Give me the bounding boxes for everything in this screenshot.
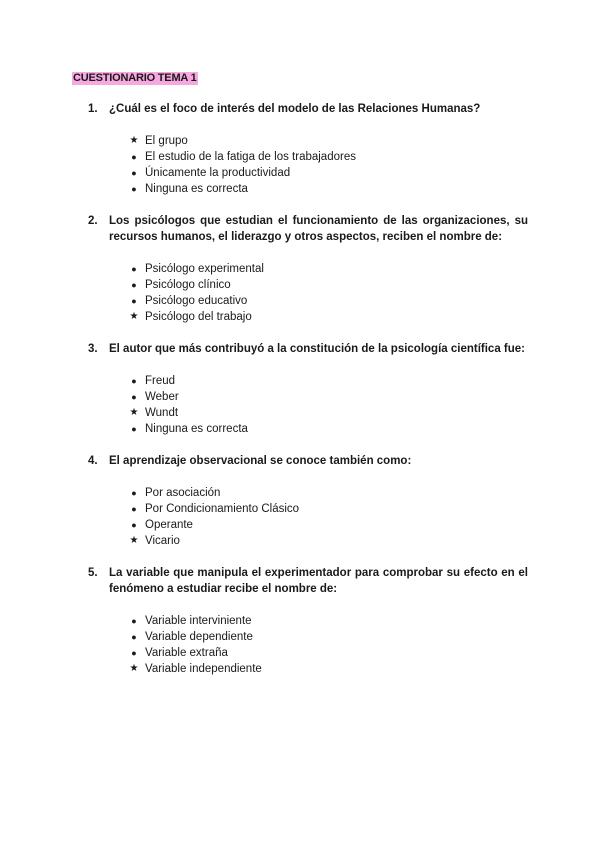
question-header: [88, 453, 528, 469]
option-text: Psicólogo educativo: [145, 295, 248, 307]
option-text: Psicólogo del trabajo: [145, 311, 252, 323]
option-text: Variable dependiente: [145, 631, 253, 643]
option-text: Wundt: [145, 407, 179, 419]
page-title: CUESTIONARIO TEMA 1: [73, 72, 197, 84]
bullet-icon: ●: [131, 632, 137, 642]
option-text: Por asociación: [145, 487, 221, 499]
question-1: [88, 101, 528, 195]
question-number: 2.: [88, 215, 98, 227]
option-text: Por Condicionamiento Clásico: [145, 503, 300, 515]
question-header: [88, 101, 528, 117]
star-icon: ★: [129, 663, 139, 674]
option-text: Únicamente la productividad: [145, 167, 291, 179]
bullet-icon: ●: [131, 648, 137, 658]
bullet-icon: ●: [131, 488, 137, 498]
question-text: ¿Cuál es el foco de interés del modelo de las Relaciones Humanas?: [109, 103, 481, 115]
bullet-icon: ●: [131, 168, 137, 178]
option-text: Variable independiente: [145, 663, 262, 675]
bullet-icon: ●: [131, 152, 137, 162]
option-text: Vicario: [145, 535, 180, 547]
question-header: [88, 213, 528, 245]
star-icon: ★: [129, 311, 139, 322]
question-text: La variable que manipula el experimentador para comprobar su efecto en el fenómeno a estudiar recibe el nombre de:: [109, 567, 528, 595]
question-header: [88, 341, 528, 357]
question-text: Los psicólogos que estudian el funcionamiento de las organizaciones, su recursos humanos, el liderazgo y otros aspectos, reciben el nombre de:: [109, 215, 528, 243]
bullet-icon: ●: [131, 280, 137, 290]
star-icon: ★: [129, 135, 139, 146]
bullet-icon: ●: [131, 504, 137, 514]
question-text: El autor que más contribuyó a la constitución de la psicología científica fue:: [109, 343, 525, 355]
question-number: 1.: [88, 103, 98, 115]
bullet-icon: ●: [131, 424, 137, 434]
option-text: El grupo: [145, 135, 188, 147]
question-number: 5.: [88, 567, 98, 579]
question-3: [88, 341, 528, 435]
option-text: Ninguna es correcta: [145, 183, 248, 195]
option-text: Freud: [145, 375, 176, 387]
question-number: 4.: [88, 455, 98, 467]
bullet-icon: ●: [131, 184, 137, 194]
question-4: [88, 453, 528, 547]
star-icon: ★: [129, 407, 139, 418]
question-5: [88, 565, 528, 675]
option-text: Variable extraña: [145, 647, 228, 659]
question-number: 3.: [88, 343, 98, 355]
option-text: Weber: [145, 391, 179, 403]
option-text: El estudio de la fatiga de los trabajadores: [145, 151, 356, 163]
bullet-icon: ●: [131, 296, 137, 306]
option-text: Psicólogo clínico: [145, 279, 231, 291]
bullet-icon: ●: [131, 392, 137, 402]
option-text: Variable interviniente: [145, 615, 252, 627]
bullet-icon: ●: [131, 616, 137, 626]
question-text: El aprendizaje observacional se conoce también como:: [109, 455, 412, 467]
bullet-icon: ●: [131, 376, 137, 386]
star-icon: ★: [129, 535, 139, 546]
bullet-icon: ●: [131, 264, 137, 274]
bullet-icon: ●: [131, 520, 137, 530]
question-2: [88, 213, 528, 323]
option-text: Operante: [145, 519, 193, 531]
question-header: [88, 565, 528, 597]
option-text: Ninguna es correcta: [145, 423, 248, 435]
option-text: Psicólogo experimental: [145, 263, 264, 275]
